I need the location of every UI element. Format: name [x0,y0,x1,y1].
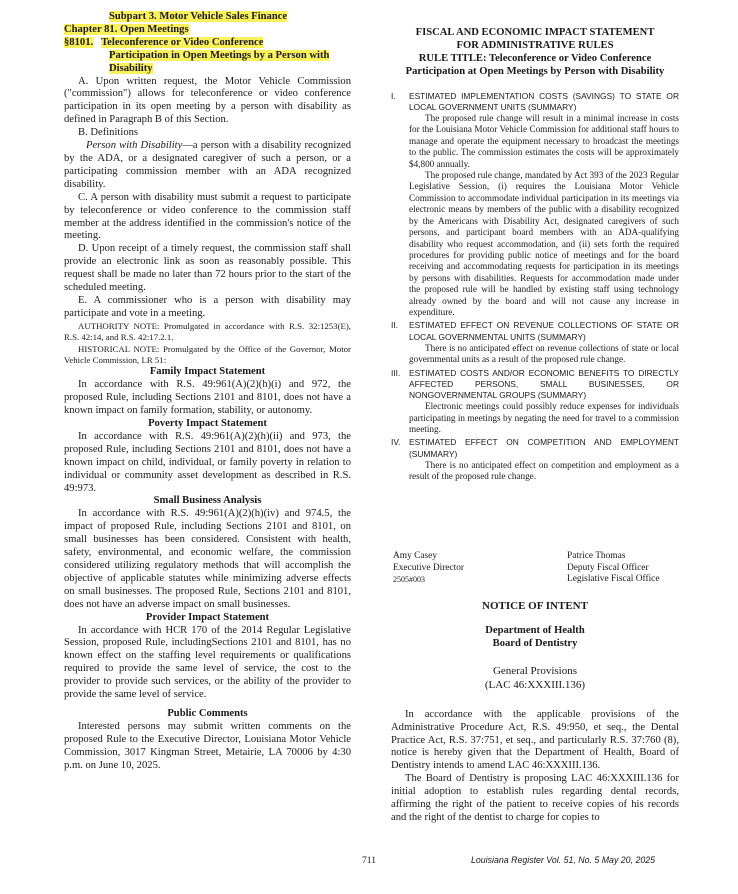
definition-text: —a person with a disability recognized by the ADA, or a designated caregiver of such a person, or a participating commission member with an ADA recognized disability. [64,140,351,190]
fiscal-statement-heading [391,27,679,79]
section-1-heading: ESTIMATED IMPLEMENTATION COSTS (SAVINGS) TO STATE OR LOCAL GOVERNMENT UNITS (SUMMARY) [409,90,679,112]
historical-note: HISTORICAL NOTE: Promulgated by the Office of the Governor, Motor Vehicle Commission, LR 51: [64,343,351,365]
lac-code: (LAC 46:XXXIII.136) [484,678,586,691]
document-code: 2505#003 [393,575,425,585]
signer-name: Amy Casey [393,551,438,561]
right-column [391,0,679,483]
family-impact-title: Family Impact Statement [149,366,266,378]
section-4-number: IV. [391,437,401,448]
general-provisions-title: General Provisions [492,664,577,677]
poverty-impact-text: In accordance with R.S. 49:961(A)(2)(h)(ii) and 973, the proposed Rule, including Sections 2101 and 8101, does not have a known impact on child, individual, or family poverty in relation to individual or community asset development as described in R.S. 49:973. [64,430,351,494]
board-name: Board of Dentistry [492,637,578,649]
section-2-heading: ESTIMATED EFFECT ON REVENUE COLLECTIONS OF STATE OR LOCAL GOVERNMENTAL UNITS (SUMMARY) [409,320,679,342]
signature-block-right [567,551,660,586]
department-name: Department of Health [485,624,585,636]
family-impact-text: In accordance with R.S. 49:961(A)(2)(h)(i) and 972, the proposed Rule, including Sections 2101 and 8101, does not have a known impact on family formation, stability, or autonomy. [64,379,351,417]
section-1-para-2: The proposed rule change, mandated by Act 393 of the 2023 Regular Legislative Session, (i) requires the Louisiana Motor Vehicle Commission to accommodate individual participation in its meetings via electronic means by members of the public with a disability recognized by the Americans with Disability Act, designated caregivers of such persons, and participant board members with an ADA-qualifying disability who request accommodation, and (ii) sets forth the required procedures for providing public notice of meetings and for the board receiving and accommodating requests for participation in its meetings by persons with disabilities. Requests for accommodation made under the proposed rule will be handled by existing staff using technology already owned by the board and will not cause any increase in expenditure. [409,170,679,317]
section-title-line-2: Participation in Open Meetings by a Person with [109,49,330,61]
definition-person-with-disability [64,140,351,192]
notice-title: NOTICE OF INTENT [482,600,588,612]
section-heading [64,11,351,76]
notice-para-1: In accordance with the applicable provisions of the Administrative Procedure Act, R.S. 49:950, et seq., the Dental Practice Act, R.S. 37:751, et seq., and particularly R.S. 37:760 (8), notice is hereby given that the Department of Health, Board of Dentistry intends to amend LAC 46:XXXIII.136. [391,708,679,772]
journal-footer: Louisiana Register Vol. 51, No. 5 May 20, 2025 [471,855,656,865]
provider-impact-text: In accordance with HCR 170 of the 2014 Regular Legislative Session, proposed Rule, includingSections 2101 and 8101, has no known effect on the staffing level requirements or qualifications required to provide the same level of service, the cost to the provider to provide such services, or the ability of the provider to provide the same level of service. [64,624,351,701]
small-business-title: Small Business Analysis [153,495,262,507]
fiscal-section-3 [391,368,679,436]
rule-title-line-2: Participation at Open Meetings by Person with Disability [405,65,665,77]
section-1-para-1: The proposed rule change will result in a minimal increase in costs for the Louisiana Motor Vehicle Commission for additional staff hours to manage and operate the equipment necessary to broadcast the meetings to the public. The commission estimates the costs will be approximately $4,800 annually. [409,113,679,169]
notice-para-2: The Board of Dentistry is proposing LAC 46:XXXIII.136 for initial adoption to establish rules regarding dental records, affirming the right of the patient to receive copies of his records and the right of the dentist to charge for copies to [391,773,679,823]
rule-title-line-1: RULE TITLE: Teleconference or Video Conference [418,52,652,64]
section-title-line-3: Disability [109,62,153,74]
fiscal-section-1 [391,91,679,319]
public-comments-title: Public Comments [167,707,248,719]
signature-block-left [393,551,464,586]
provider-impact-title: Provider Impact Statement [145,611,270,623]
section-2-para: There is no anticipated effect on revenue collections of state or local governmental units as a result of the proposed rule change. [409,342,679,365]
authority-note: AUTHORITY NOTE: Promulgated in accordance with R.S. 32:1253(E), R.S. 42:14, and R.S. 42:17.2.1. [64,320,351,343]
signer-title: Deputy Fiscal Officer [567,562,649,573]
section-4-para: There is no anticipated effect on competition and employment as a result of the proposed rule change. [409,459,679,482]
signer-office: Legislative Fiscal Office [567,574,660,585]
paragraph-a: A. Upon written request, the Motor Vehicle Commission ("commission") allows for teleconference or video conference participation in its open meeting by a person with disability as defined in Paragraph B of this Section. [64,75,351,126]
notice-of-intent [391,600,679,825]
section-3-heading: ESTIMATED COSTS AND/OR ECONOMIC BENEFITS TO DIRECTLY AFFECTED PERSONS, SMALL BUSINESSES, OR NONGOVERNMENTAL GROUPS (SUMMARY) [409,367,679,400]
public-comments-text: Interested persons may submit written comments on the proposed Rule to the Executive Director, Louisiana Motor Vehicle Commission, 3017 Kingman Street, Metairie, LA 70006 by 4:30 p.m. on June 10, 2025. [64,720,351,771]
page-number: 711 [362,855,377,866]
fiscal-title-line-2: FOR ADMINISTRATIVE RULES [456,39,614,51]
fiscal-section-4 [391,437,679,482]
left-column [64,0,351,772]
definition-term: Person with Disability [86,140,183,152]
subpart-heading: Subpart 3. Motor Vehicle Sales Finance [109,11,288,22]
paragraph-b: B. Definitions [78,127,139,139]
signer-title: Executive Director [393,562,465,573]
paragraph-e: E. A commissioner who is a person with disability may participate and vote in a meeting. [64,294,351,319]
section-3-para: Electronic meetings could possibly reduce expenses for individuals participating in meetings by negating the need for travel to a commission meeting. [409,401,679,434]
paragraph-d: D. Upon receipt of a timely request, the commission staff shall provide an electronic link as soon as reasonably possible. This request shall be made no later than 72 hours prior to the start of the scheduled meeting. [64,243,351,294]
fiscal-title-line-1: FISCAL AND ECONOMIC IMPACT STATEMENT [415,27,655,38]
section-number: §8101. [64,36,94,48]
small-business-text: In accordance with R.S. 49:961(A)(2)(h)(iv) and 974.5, the impact of proposed Rule, including Sections 2101 and 8101, on small businesses has been considered. Consistent with health, safety, environmental, and economic welfare, the commission considered utilizing regulatory methods that will accomplish the objective of applicable statutes while minimizing adverse effects on small businesses. The proposed Rule, Sections 2101 and 8101, does not have an adverse impact on small businesses. [64,508,351,610]
section-1-number: I. [391,90,396,101]
section-2-number: II. [391,320,398,331]
section-3-number: III. [391,367,401,378]
section-4-heading: ESTIMATED EFFECT ON COMPETITION AND EMPLOYMENT (SUMMARY) [409,437,679,459]
chapter-heading: Chapter 81. Open Meetings [64,23,189,35]
fiscal-section-2 [391,320,679,365]
poverty-impact-title: Poverty Impact Statement [148,418,267,429]
signer-name: Patrice Thomas [567,551,626,561]
paragraph-c: C. A person with disability must submit a request to participate by teleconference or video conference to the commission staff member at the address identified in the commission's notice of the meeting. [64,191,351,242]
section-title-line-1: Teleconference or Video Conference [101,36,264,48]
